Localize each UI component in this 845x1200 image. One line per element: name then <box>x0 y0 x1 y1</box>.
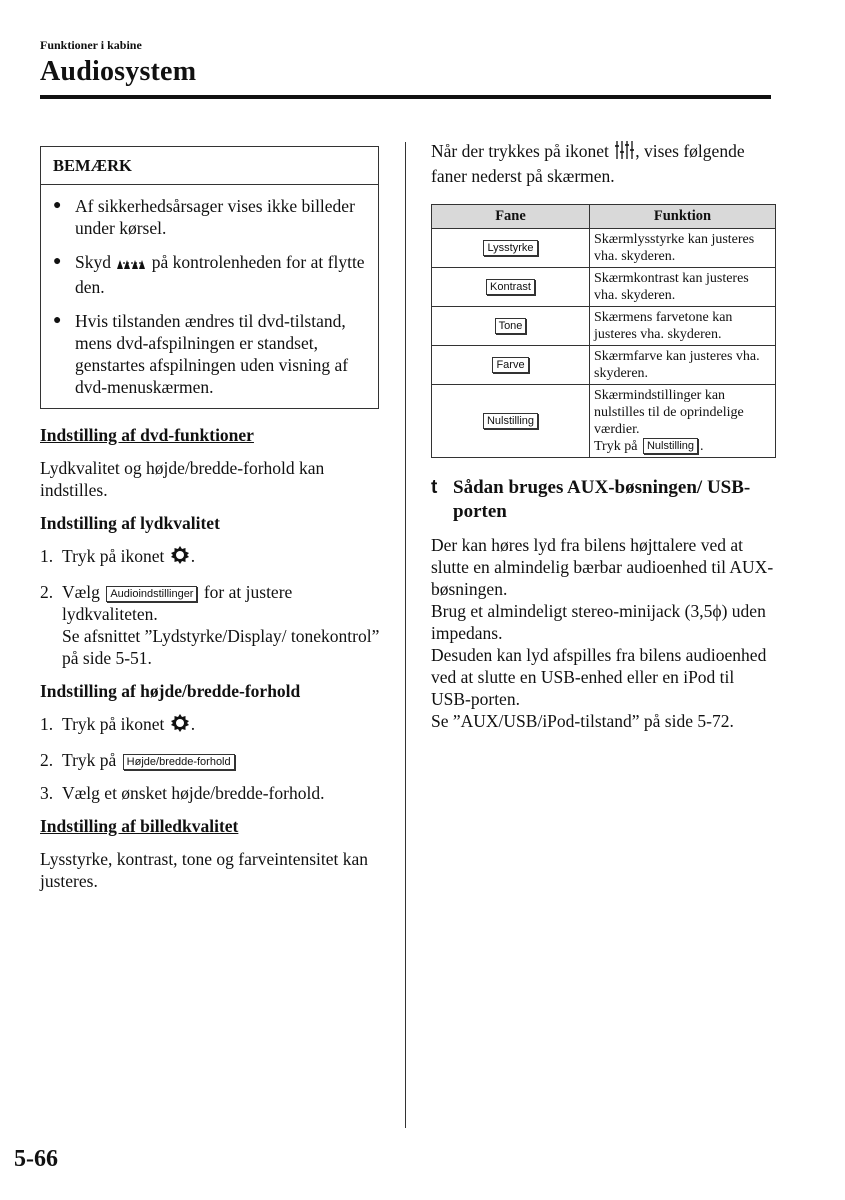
reset-button-label: Nulstilling <box>643 438 698 454</box>
column-divider <box>405 142 406 1128</box>
table-row <box>432 307 776 346</box>
tone-tab-label: Tone <box>495 318 527 334</box>
step-number: 1. <box>40 714 54 734</box>
function-extra-after: . <box>700 439 704 454</box>
step-text <box>62 545 380 570</box>
step <box>40 749 380 771</box>
gear-icon <box>170 545 190 570</box>
table-cell-function: Skærmkontrast kan justeres vha. skyderen. <box>590 268 776 307</box>
note-body <box>41 185 378 408</box>
step-text-after-button: for at justere lydkvaliteten. <box>62 582 293 624</box>
bullet: ● <box>53 254 62 269</box>
table-cell-function: Skærmlysstyrke kan justeres vha. skyderen. <box>590 229 776 268</box>
step-number: 2. <box>40 750 54 770</box>
tab-function-table <box>431 204 776 458</box>
step <box>40 782 380 804</box>
step-text <box>62 749 380 771</box>
intro-text-after-icon: , vises følgende faner nederst på skærmen. <box>431 141 745 186</box>
note-text: Af sikkerhedsårsager vises ikke billeder under kørsel. <box>75 196 355 238</box>
note-text-after-icon: på kontrolenheden for at flytte den. <box>75 252 365 297</box>
step-text-before-button: Vælg <box>62 582 100 602</box>
step-reference: Se afsnittet ”Lydstyrke/Display/ tonekontrol” på side 5-51. <box>62 626 380 668</box>
table-row <box>432 268 776 307</box>
aspect-ratio-button-label: Højde/bredde-forhold <box>123 754 235 770</box>
aux-heading-text: Sådan bruges AUX-bøsningen/ USB-porten <box>453 477 751 522</box>
function-extra-before: Tryk på <box>594 439 638 454</box>
paragraph: Lydkvalitet og højde/bredde-forhold kan indstilles. <box>40 458 325 500</box>
right-column <box>431 140 776 732</box>
step-number: 3. <box>40 783 54 803</box>
table-header-row <box>432 205 776 229</box>
paragraph: Desuden kan lyd afspilles fra bilens audioenhed ved at slutte en USB-enhed eller en iPod til USB-porten. <box>431 645 767 709</box>
bullet: ● <box>53 198 62 213</box>
page-title: Audiosystem <box>40 56 197 87</box>
table-header-function: Funktion <box>590 205 776 229</box>
table-cell-tab <box>432 385 590 458</box>
step-number: 1. <box>40 546 54 566</box>
page-number: 5-66 <box>14 1146 58 1172</box>
step <box>40 545 380 570</box>
aux-section-heading <box>431 476 776 524</box>
table-cell-tab <box>432 268 590 307</box>
note-box <box>40 146 379 409</box>
table-cell-tab <box>432 346 590 385</box>
table-row <box>432 346 776 385</box>
note-title: BEMÆRK <box>41 147 378 185</box>
section-label: Funktioner i kabine <box>40 38 142 52</box>
note-text: Hvis tilstanden ændres til dvd-tilstand, mens dvd-afspilningen er standset, genstartes afspilningen uden visning af dvd-menuskærmen. <box>75 311 349 397</box>
left-column <box>40 146 380 892</box>
brightness-tab-label: Lysstyrke <box>483 240 537 256</box>
section-marker: t <box>431 477 438 498</box>
intro-text-before-icon: Når der trykkes på ikonet <box>431 141 609 161</box>
note-item <box>53 310 368 398</box>
step-text: Vælg et ønsket højde/bredde-forhold. <box>62 783 325 803</box>
subheading-sound-quality: Indstilling af lydkvalitet <box>40 513 220 533</box>
table-row <box>432 229 776 268</box>
table-cell-function: Skærmens farvetone kan justeres vha. skyderen. <box>590 307 776 346</box>
table-cell-function <box>590 385 776 458</box>
gear-icon <box>170 713 190 738</box>
note-item <box>53 195 368 239</box>
paragraph: Der kan høres lyd fra bilens højttalere ved at slutte en almindelig bærbar audioenhed til AUX-bøsningen. <box>431 535 774 599</box>
bullet: ● <box>53 313 62 328</box>
step-text <box>62 713 380 738</box>
step-text-before-icon: Tryk på ikonet <box>62 546 165 566</box>
step-text <box>62 581 380 669</box>
subheading-aspect-ratio: Indstilling af højde/bredde-forhold <box>40 681 301 701</box>
step-text-before-icon: Tryk på ikonet <box>62 714 165 734</box>
step-text-before-button: Tryk på <box>62 750 117 770</box>
section-heading-picture-quality: Indstilling af billedkvalitet <box>40 816 239 836</box>
equalizer-icon <box>614 140 634 165</box>
color-tab-label: Farve <box>492 357 528 373</box>
paragraph: Se ”AUX/USB/iPod-tilstand” på side 5-72. <box>431 711 734 731</box>
paragraph: Lysstyrke, kontrast, tone og farveintensitet kan justeres. <box>40 849 369 891</box>
section-heading-dvd-functions: Indstilling af dvd-funktioner <box>40 425 254 445</box>
table-header-tab: Fane <box>432 205 590 229</box>
audio-settings-button-label: Audioindstillinger <box>106 586 197 602</box>
function-text: Skærmindstillinger kan nulstilles til de oprindelige værdier. <box>594 388 744 437</box>
note-item <box>53 251 368 298</box>
table-row <box>432 385 776 458</box>
contrast-tab-label: Kontrast <box>486 279 535 295</box>
note-text <box>75 251 368 298</box>
header-rule <box>40 95 771 99</box>
step-text-end: . <box>190 714 196 734</box>
tabs-intro-paragraph <box>431 140 776 187</box>
step-number: 2. <box>40 582 54 602</box>
note-text-before-icon: Skyd <box>75 252 111 272</box>
paragraph: Brug et almindeligt stereo-minijack (3,5ϕ) uden impedans. <box>431 601 766 643</box>
reset-tab-label: Nulstilling <box>483 413 538 429</box>
table-cell-tab <box>432 307 590 346</box>
step-text-end: . <box>190 546 196 566</box>
table-cell-tab <box>432 229 590 268</box>
step <box>40 713 380 738</box>
slide-arrows-icon <box>116 254 146 276</box>
step <box>40 581 380 669</box>
table-cell-function: Skærmfarve kan justeres vha. skyderen. <box>590 346 776 385</box>
